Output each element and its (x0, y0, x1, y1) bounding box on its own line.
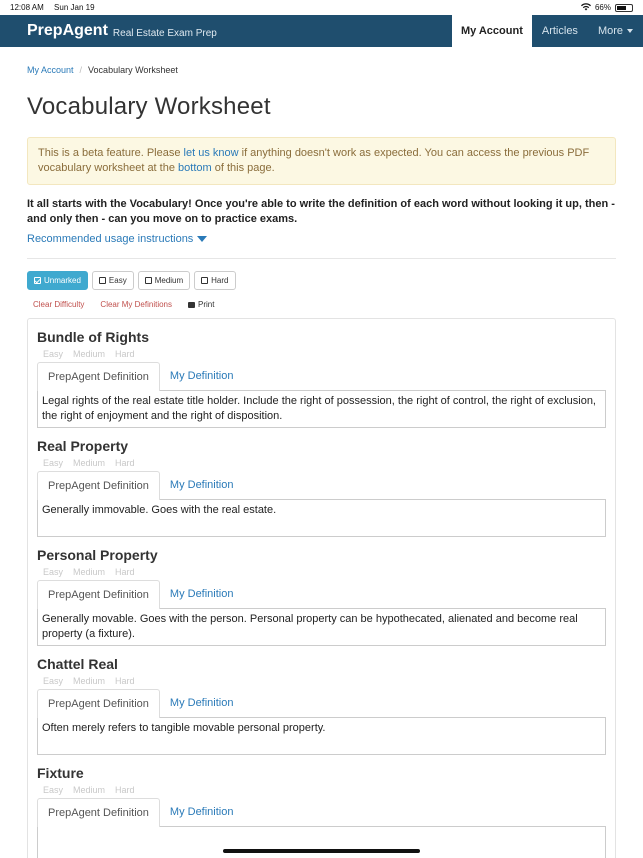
difficulty-hard[interactable]: Hard (115, 349, 135, 359)
nav-my-account[interactable]: My Account (452, 15, 532, 47)
breadcrumb-my-account[interactable]: My Account (27, 65, 74, 75)
breadcrumb: My Account / Vocabulary Worksheet (27, 65, 178, 75)
tab-prepagent-definition[interactable]: PrepAgent Definition (37, 689, 160, 718)
difficulty-easy[interactable]: Easy (43, 458, 64, 468)
definition-tabs (37, 798, 606, 826)
definition-tabs (37, 362, 606, 390)
vocab-term (37, 319, 606, 428)
filter-easy-button[interactable]: Easy (92, 271, 134, 290)
filter-unmarked-button[interactable]: Unmarked (27, 271, 88, 290)
nav-articles[interactable]: Articles (541, 25, 578, 37)
top-navbar (0, 15, 643, 47)
term-title: Real Property (37, 438, 129, 454)
definition-text (37, 826, 606, 858)
tab-my-definition[interactable]: My Definition (169, 479, 234, 491)
difficulty-hard[interactable]: Hard (115, 676, 135, 686)
filter-medium-button[interactable]: Medium (138, 271, 190, 290)
term-title: Chattel Real (37, 656, 118, 672)
caret-down-icon (627, 29, 633, 33)
vocabulary-panel (27, 318, 616, 858)
status-right (581, 3, 633, 13)
brand-name[interactable]: PrepAgent (27, 22, 108, 39)
difficulty-easy[interactable]: Easy (43, 676, 64, 686)
difficulty-filters (27, 271, 616, 290)
wifi-icon (581, 3, 591, 13)
clear-my-definitions-button[interactable]: Clear My Definitions (100, 300, 172, 309)
definition-text: Generally movable. Goes with the person. Personal property can be hypothecated, alienated and become real property (a fixture). (37, 608, 606, 646)
beta-alert: This is a beta feature. Please let us know if anything doesn't work as expected. You can access the previous PDF vocabulary worksheet at the bottom of this page. (27, 137, 616, 185)
definition-tabs (37, 580, 606, 608)
difficulty-options (37, 349, 606, 359)
difficulty-options (37, 567, 606, 577)
difficulty-medium[interactable]: Medium (73, 567, 106, 577)
difficulty-medium[interactable]: Medium (73, 785, 106, 795)
nav-more-label: More (597, 25, 623, 37)
definition-tabs (37, 471, 606, 499)
checkbox-icon (201, 277, 208, 284)
difficulty-medium[interactable]: Medium (73, 458, 106, 468)
checkbox-checked-icon (34, 277, 41, 284)
nav-links (452, 15, 643, 47)
vocab-term (37, 537, 606, 646)
difficulty-easy[interactable]: Easy (43, 349, 64, 359)
page-title: Vocabulary Worksheet (27, 93, 271, 120)
triangle-down-icon (197, 236, 207, 242)
definition-tabs (37, 689, 606, 717)
worksheet-actions (27, 300, 616, 309)
difficulty-options (37, 458, 606, 468)
home-indicator[interactable] (223, 849, 420, 853)
let-us-know-link[interactable]: let us know (183, 147, 239, 159)
divider (27, 258, 616, 259)
vocab-term (37, 428, 606, 537)
usage-instructions-label: Recommended usage instructions (27, 233, 194, 245)
term-title: Bundle of Rights (37, 329, 149, 345)
breadcrumb-current: Vocabulary Worksheet (88, 65, 178, 75)
term-title: Fixture (37, 765, 84, 781)
bottom-link[interactable]: bottom (178, 162, 212, 174)
status-time: 12:08 AM (10, 3, 44, 12)
difficulty-hard[interactable]: Hard (115, 567, 135, 577)
difficulty-medium[interactable]: Medium (73, 349, 106, 359)
checkbox-icon (145, 277, 152, 284)
tab-prepagent-definition[interactable]: PrepAgent Definition (37, 362, 160, 391)
difficulty-easy[interactable]: Easy (43, 567, 64, 577)
difficulty-options (37, 676, 606, 686)
tab-my-definition[interactable]: My Definition (169, 806, 234, 818)
nav-more[interactable] (588, 15, 643, 47)
intro-text: It all starts with the Vocabulary! Once you're able to write the definition of each word without looking it up, then - and only then - can you move on to practice exams. (27, 198, 615, 225)
term-list (37, 319, 606, 858)
definition-text: Generally immovable. Goes with the real estate. (37, 499, 606, 537)
brand-tagline: Real Estate Exam Prep (112, 27, 217, 39)
main-container (0, 47, 643, 858)
tab-my-definition[interactable]: My Definition (169, 697, 234, 709)
difficulty-options (37, 785, 606, 795)
status-left (10, 3, 103, 12)
tab-prepagent-definition[interactable]: PrepAgent Definition (37, 471, 160, 500)
tab-my-definition[interactable]: My Definition (169, 588, 234, 600)
vocab-term (37, 755, 606, 858)
usage-instructions-toggle[interactable] (27, 233, 616, 245)
vocab-term (37, 646, 606, 755)
battery-percent: 66% (594, 3, 611, 12)
difficulty-hard[interactable]: Hard (115, 785, 135, 795)
battery-icon (615, 4, 633, 12)
clear-difficulty-button[interactable]: Clear Difficulty (33, 300, 85, 309)
definition-text: Often merely refers to tangible movable personal property. (37, 717, 606, 755)
term-title: Personal Property (37, 547, 158, 563)
difficulty-hard[interactable]: Hard (115, 458, 135, 468)
difficulty-medium[interactable]: Medium (73, 676, 106, 686)
printer-icon (188, 302, 195, 308)
difficulty-easy[interactable]: Easy (43, 785, 64, 795)
brand[interactable] (0, 15, 217, 47)
status-date: Sun Jan 19 (54, 3, 95, 12)
filter-hard-button[interactable]: Hard (194, 271, 235, 290)
checkbox-icon (99, 277, 106, 284)
definition-text: Legal rights of the real estate title holder. Include the right of possession, the right of control, the right of exclusion, the right of enjoyment and the right of disposition. (37, 390, 606, 428)
status-bar (0, 0, 643, 15)
tab-prepagent-definition[interactable]: PrepAgent Definition (37, 580, 160, 609)
tab-prepagent-definition[interactable]: PrepAgent Definition (37, 798, 160, 827)
tab-my-definition[interactable]: My Definition (169, 370, 234, 382)
print-button[interactable]: Print (188, 300, 214, 309)
